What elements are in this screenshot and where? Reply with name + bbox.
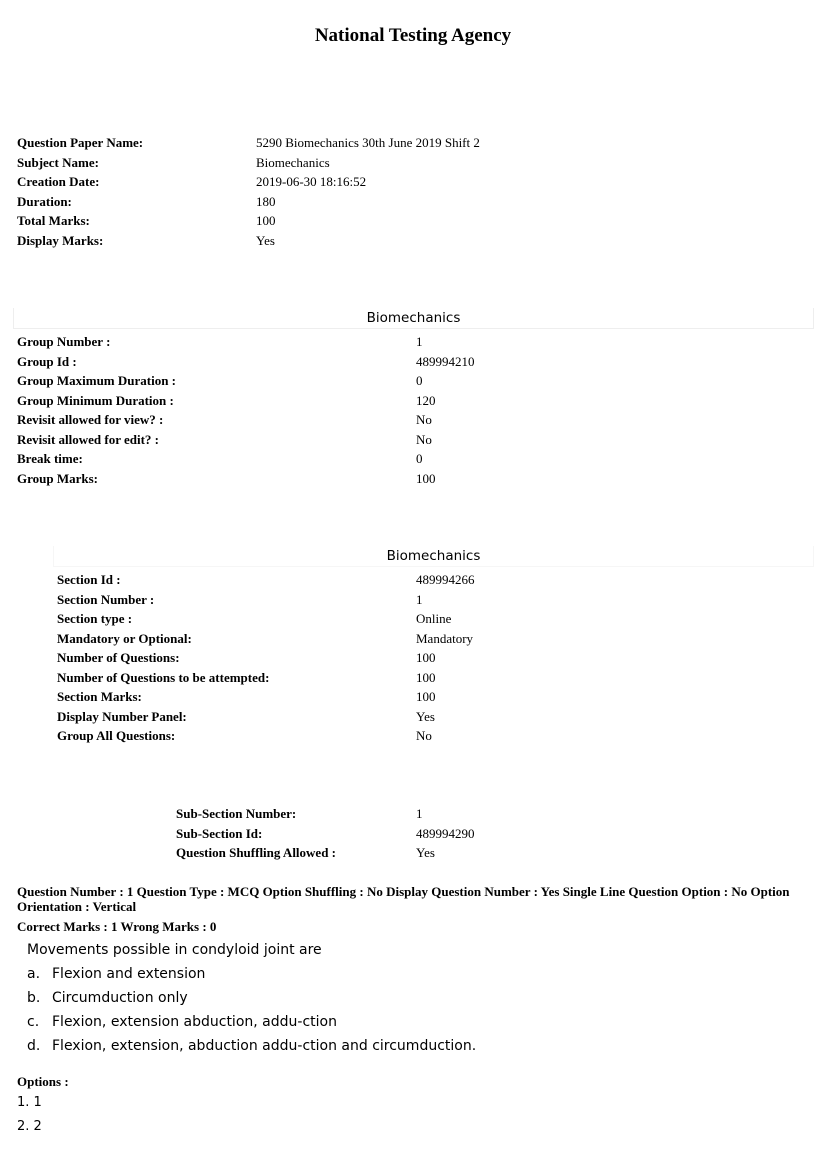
field-value: 1: [416, 591, 423, 607]
field-label: Duration:: [17, 193, 72, 209]
field-label: Group Id :: [17, 353, 77, 369]
field-value: Yes: [256, 232, 275, 248]
field-label: Revisit allowed for edit? :: [17, 431, 160, 447]
field-value: 489994210: [416, 353, 475, 369]
field-value: 100: [416, 669, 436, 685]
field-label: Display Number Panel:: [57, 708, 187, 724]
field-label: Group Minimum Duration :: [17, 392, 174, 408]
choice-item: [27, 1034, 476, 1058]
question-text: Movements possible in condyloid joint are: [27, 942, 322, 958]
choice-item: [27, 1010, 476, 1034]
field-value: 100: [416, 470, 436, 486]
field-value: 100: [256, 213, 276, 228]
field-label: Section Number :: [57, 591, 155, 607]
field-label: Creation Date:: [17, 174, 100, 189]
field-label: Section Id :: [57, 572, 121, 587]
field-value: 5290 Biomechanics 30th June 2019 Shift 2: [256, 135, 480, 150]
field-value: Online: [416, 611, 452, 626]
field-label: Group Number :: [17, 334, 111, 349]
field-value: 100: [416, 689, 436, 704]
field-label: Question Paper Name:: [17, 135, 144, 150]
field-label: Number of Questions:: [57, 650, 180, 665]
choice-text: Flexion, extension, abduction addu-ction and circumduction.: [52, 1038, 477, 1054]
field-label: Section Marks:: [57, 689, 142, 704]
field-value: 180: [256, 193, 276, 209]
field-value: Yes: [416, 845, 435, 860]
field-value: 100: [416, 650, 436, 665]
field-label: Sub-Section Id:: [176, 825, 263, 841]
choice-letter: c.: [27, 1014, 40, 1030]
field-value: 2019-06-30 18:16:52: [256, 174, 367, 189]
option-item: 1. 1: [17, 1095, 42, 1110]
field-value: Biomechanics: [256, 154, 330, 170]
field-label: Question Shuffling Allowed :: [176, 845, 337, 860]
field-label: Number of Questions to be attempted:: [57, 669, 270, 685]
field-value: 0: [416, 451, 423, 466]
choice-letter: a.: [27, 966, 41, 982]
field-value: No: [416, 431, 432, 447]
field-label: Mandatory or Optional:: [57, 630, 192, 646]
field-label: Sub-Section Number:: [176, 806, 297, 821]
field-label: Group All Questions:: [57, 728, 176, 743]
question-meta: Question Number : 1 Question Type : MCQ Option Shuffling : No Display Question Number : Yes Single Line Question Option : No Option Orientation : Vertical: [17, 884, 790, 914]
field-value: Yes: [416, 708, 435, 724]
field-label: Subject Name:: [17, 154, 99, 170]
choice-text: Flexion, extension abduction, addu-ction: [52, 1014, 337, 1030]
field-value: 489994290: [416, 825, 475, 841]
options-label: Options :: [17, 1074, 69, 1089]
field-value: 1: [416, 806, 423, 821]
choice-item: [27, 986, 476, 1010]
choice-text: Flexion and extension: [52, 966, 206, 982]
field-value: 0: [416, 373, 423, 388]
field-label: Group Marks:: [17, 470, 99, 486]
field-value: No: [416, 728, 432, 743]
field-label: Display Marks:: [17, 232, 104, 248]
field-label: Group Maximum Duration :: [17, 373, 177, 388]
choice-letter: d.: [27, 1038, 41, 1054]
field-value: Mandatory: [416, 630, 474, 646]
field-label: Break time:: [17, 451, 83, 466]
section-header: Biomechanics: [53, 546, 814, 567]
choice-item: [27, 962, 476, 986]
field-value: 489994266: [416, 572, 475, 587]
choice-text: Circumduction only: [52, 990, 188, 1006]
field-value: No: [416, 412, 432, 427]
field-label: Total Marks:: [17, 213, 90, 228]
field-value: 120: [416, 392, 436, 408]
choice-letter: b.: [27, 990, 41, 1006]
document-title: National Testing Agency: [314, 25, 512, 46]
answer-choices: [27, 962, 476, 1058]
field-label: Revisit allowed for view? :: [17, 412, 164, 427]
group-header: Biomechanics: [13, 308, 814, 329]
options-list: [17, 1093, 42, 1141]
option-item: 2. 2: [17, 1119, 42, 1134]
field-value: 1: [416, 334, 423, 349]
field-label: Section type :: [57, 611, 133, 626]
question-marks: Correct Marks : 1 Wrong Marks : 0: [17, 919, 217, 934]
